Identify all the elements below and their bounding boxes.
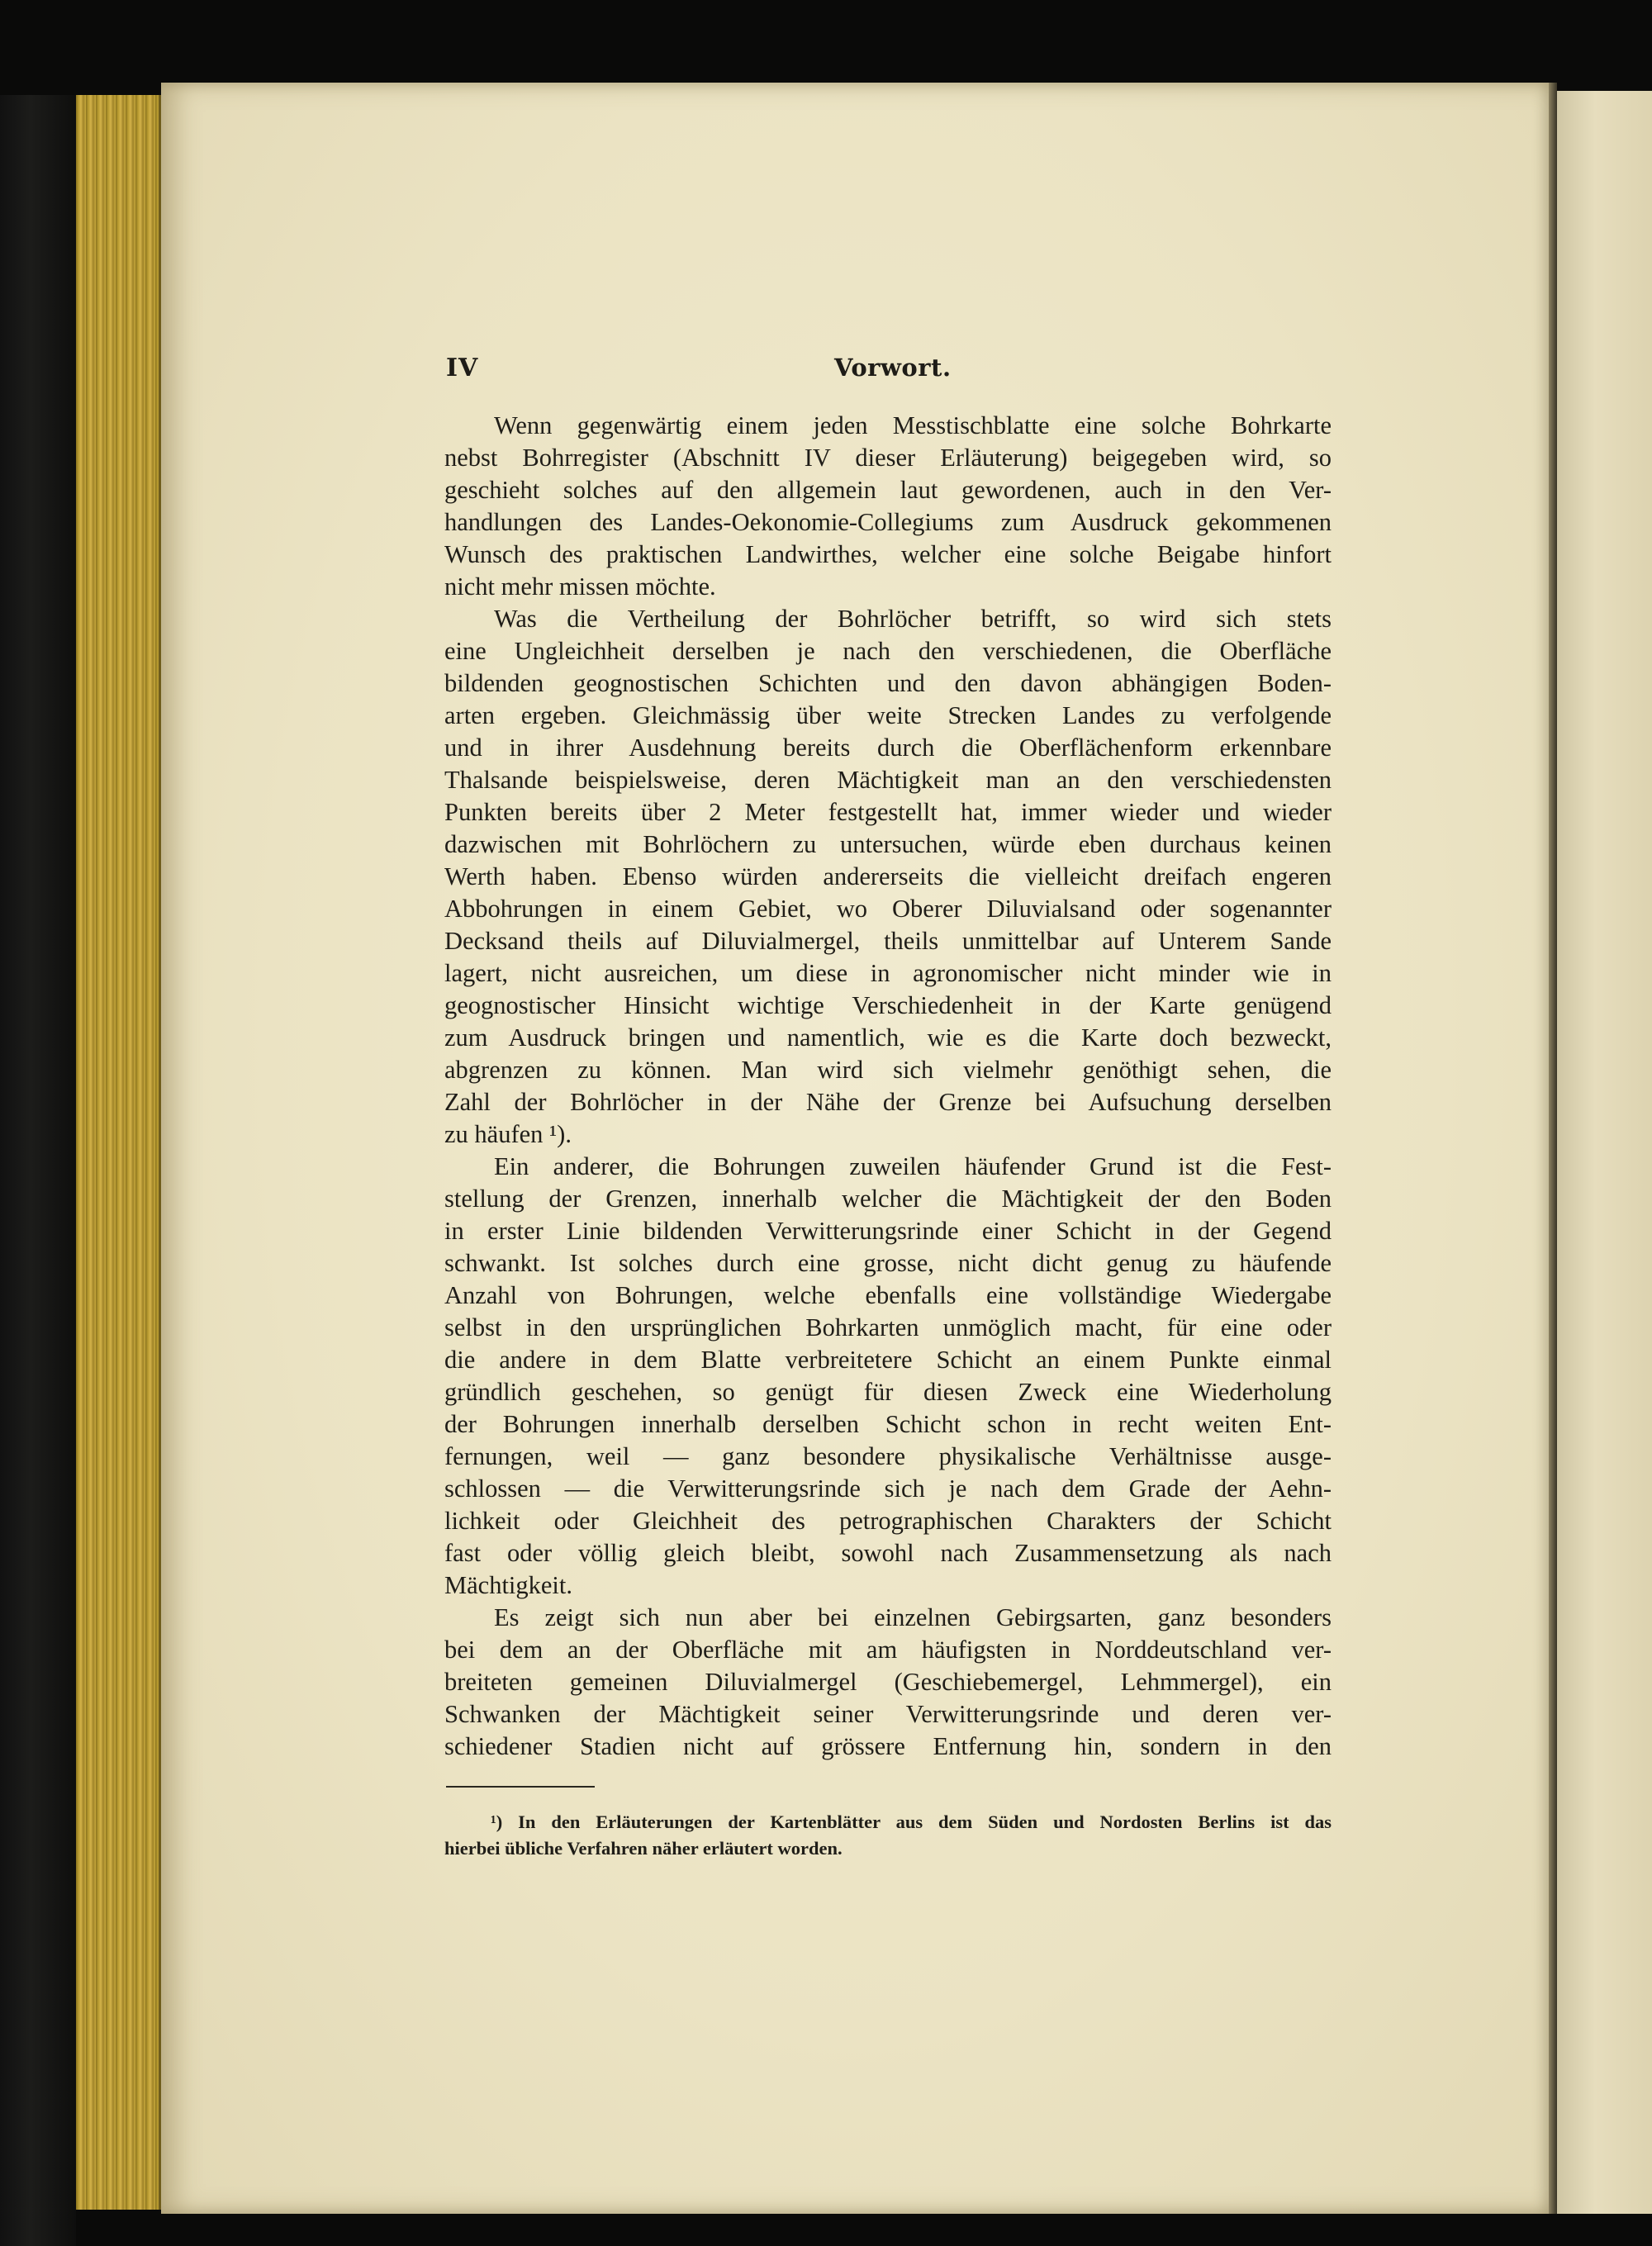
text-line: selbst in den ursprünglichen Bohrkarten unmöglich macht, für eine oder	[444, 1313, 1332, 1341]
text-line: geognostischer Hinsicht wichtige Verschiedenheit in der Karte genügend	[444, 991, 1332, 1019]
text-line: Ein anderer, die Bohrungen zuweilen häufender Grund ist die Fest-	[494, 1152, 1332, 1180]
page-header	[446, 354, 1346, 387]
text-line: Anzahl von Bohrungen, welche ebenfalls eine vollständige Wiedergabe	[444, 1281, 1332, 1309]
text-line: Zahl der Bohrlöcher in der Nähe der Grenze bei Aufsuchung derselben	[444, 1088, 1332, 1116]
page-gutter	[1549, 83, 1557, 2214]
paragraph-4	[444, 1602, 1332, 1763]
text-line: schwankt. Ist solches durch eine grosse, nicht dicht genug zu häufende	[444, 1249, 1332, 1277]
text-line: nicht mehr missen möchte.	[444, 572, 716, 601]
text-line: fast oder völlig gleich bleibt, sowohl nach Zusammensetzung als nach	[444, 1539, 1332, 1567]
text-line: Decksand theils auf Diluvialmergel, theils unmittelbar auf Unterem Sande	[444, 927, 1332, 955]
paragraph-3	[444, 1151, 1332, 1602]
text-line: stellung der Grenzen, innerhalb welcher die Mächtigkeit der den Boden	[444, 1185, 1332, 1213]
text-line: arten ergeben. Gleichmässig über weite Strecken Landes zu verfolgende	[444, 701, 1332, 729]
text-line: fernungen, weil — ganz besondere physikalische Verhältnisse ausge-	[444, 1442, 1332, 1470]
text-line: breiteten gemeinen Diluvialmergel (Geschiebemergel, Lehmmergel), ein	[444, 1668, 1332, 1696]
text-line: abgrenzen zu können. Man wird sich vielmehr genöthigt sehen, die	[444, 1056, 1332, 1084]
text-line: dazwischen mit Bohrlöchern zu untersuchen, würde eben durchaus keinen	[444, 830, 1332, 858]
text-line: Thalsande beispielsweise, deren Mächtigkeit man an den verschiedensten	[444, 766, 1332, 794]
text-line: eine Ungleichheit derselben je nach den verschiedenen, die Oberfläche	[444, 637, 1332, 665]
text-line: Schwanken der Mächtigkeit seiner Verwitterungsrinde und deren ver-	[444, 1700, 1332, 1728]
text-line: geschieht solches auf den allgemein laut gewordenen, auch in den Ver-	[444, 476, 1332, 504]
book-cover-edge	[0, 95, 76, 2246]
paragraph-2	[444, 603, 1332, 1151]
text-line: Punkten bereits über 2 Meter festgestellt hat, immer wieder und wieder	[444, 798, 1332, 826]
page-number: IV	[446, 354, 479, 382]
text-line: die andere in dem Blatte verbreitetere Schicht an einem Punkte einmal	[444, 1346, 1332, 1374]
text-line: zum Ausdruck bringen und namentlich, wie es die Karte doch bezweckt,	[444, 1023, 1332, 1052]
text-line: Werth haben. Ebenso würden andererseits die vielleicht dreifach engeren	[444, 862, 1332, 890]
text-line: Es zeigt sich nun aber bei einzelnen Gebirgsarten, ganz besonders	[494, 1603, 1332, 1631]
text-line: nebst Bohrregister (Abschnitt IV dieser Erläuterung) beigegeben wird, so	[444, 444, 1332, 472]
text-line: lagert, nicht ausreichen, um diese in agronomischer nicht minder wie in	[444, 959, 1332, 987]
text-line: der Bohrungen innerhalb derselben Schicht schon in recht weiten Ent-	[444, 1410, 1332, 1438]
text-line: schlossen — die Verwitterungsrinde sich je nach dem Grade der Aehn-	[444, 1474, 1332, 1503]
text-line: bildenden geognostischen Schichten und den davon abhängigen Boden-	[444, 669, 1332, 697]
text-line: handlungen des Landes-Oekonomie-Collegiums zum Ausdruck gekommenen	[444, 508, 1332, 536]
text-line: Mächtigkeit.	[444, 1571, 573, 1599]
footnote-line: hierbei übliche Verfahren näher erläutert worden.	[444, 1838, 843, 1859]
text-line: Was die Vertheilung der Bohrlöcher betrifft, so wird sich stets	[494, 605, 1332, 633]
body-text	[444, 410, 1332, 1763]
text-line: Wenn gegenwärtig einem jeden Messtischblatte eine solche Bohrkarte	[494, 411, 1332, 439]
footnote-line: ¹) In den Erläuterungen der Kartenblätter aus dem Süden und Nordosten Berlins ist das	[491, 1812, 1332, 1832]
text-line: lichkeit oder Gleichheit des petrographischen Charakters der Schicht	[444, 1507, 1332, 1535]
footnote	[444, 1809, 1332, 1862]
text-line: bei dem an der Oberfläche mit am häufigsten in Norddeutschland ver-	[444, 1636, 1332, 1664]
text-line: Abbohrungen in einem Gebiet, wo Oberer Diluvialsand oder sogenannter	[444, 895, 1332, 923]
text-line: schiedener Stadien nicht auf grössere Entfernung hin, sondern in den	[444, 1732, 1332, 1760]
text-line: zu häufen ¹).	[444, 1120, 572, 1148]
footnote-rule	[446, 1786, 595, 1788]
running-title: Vorwort.	[834, 354, 952, 382]
text-line: Wunsch des praktischen Landwirthes, welcher eine solche Beigabe hinfort	[444, 540, 1332, 568]
gilded-page-edges	[76, 95, 161, 2210]
text-line: und in ihrer Ausdehnung bereits durch die Oberflächenform erkennbare	[444, 734, 1332, 762]
facing-page-edge	[1557, 91, 1652, 2214]
text-line: gründlich geschehen, so genügt für diesen Zweck eine Wiederholung	[444, 1378, 1332, 1406]
text-line: in erster Linie bildenden Verwitterungsrinde einer Schicht in der Gegend	[444, 1217, 1332, 1245]
paragraph-1	[444, 410, 1332, 603]
